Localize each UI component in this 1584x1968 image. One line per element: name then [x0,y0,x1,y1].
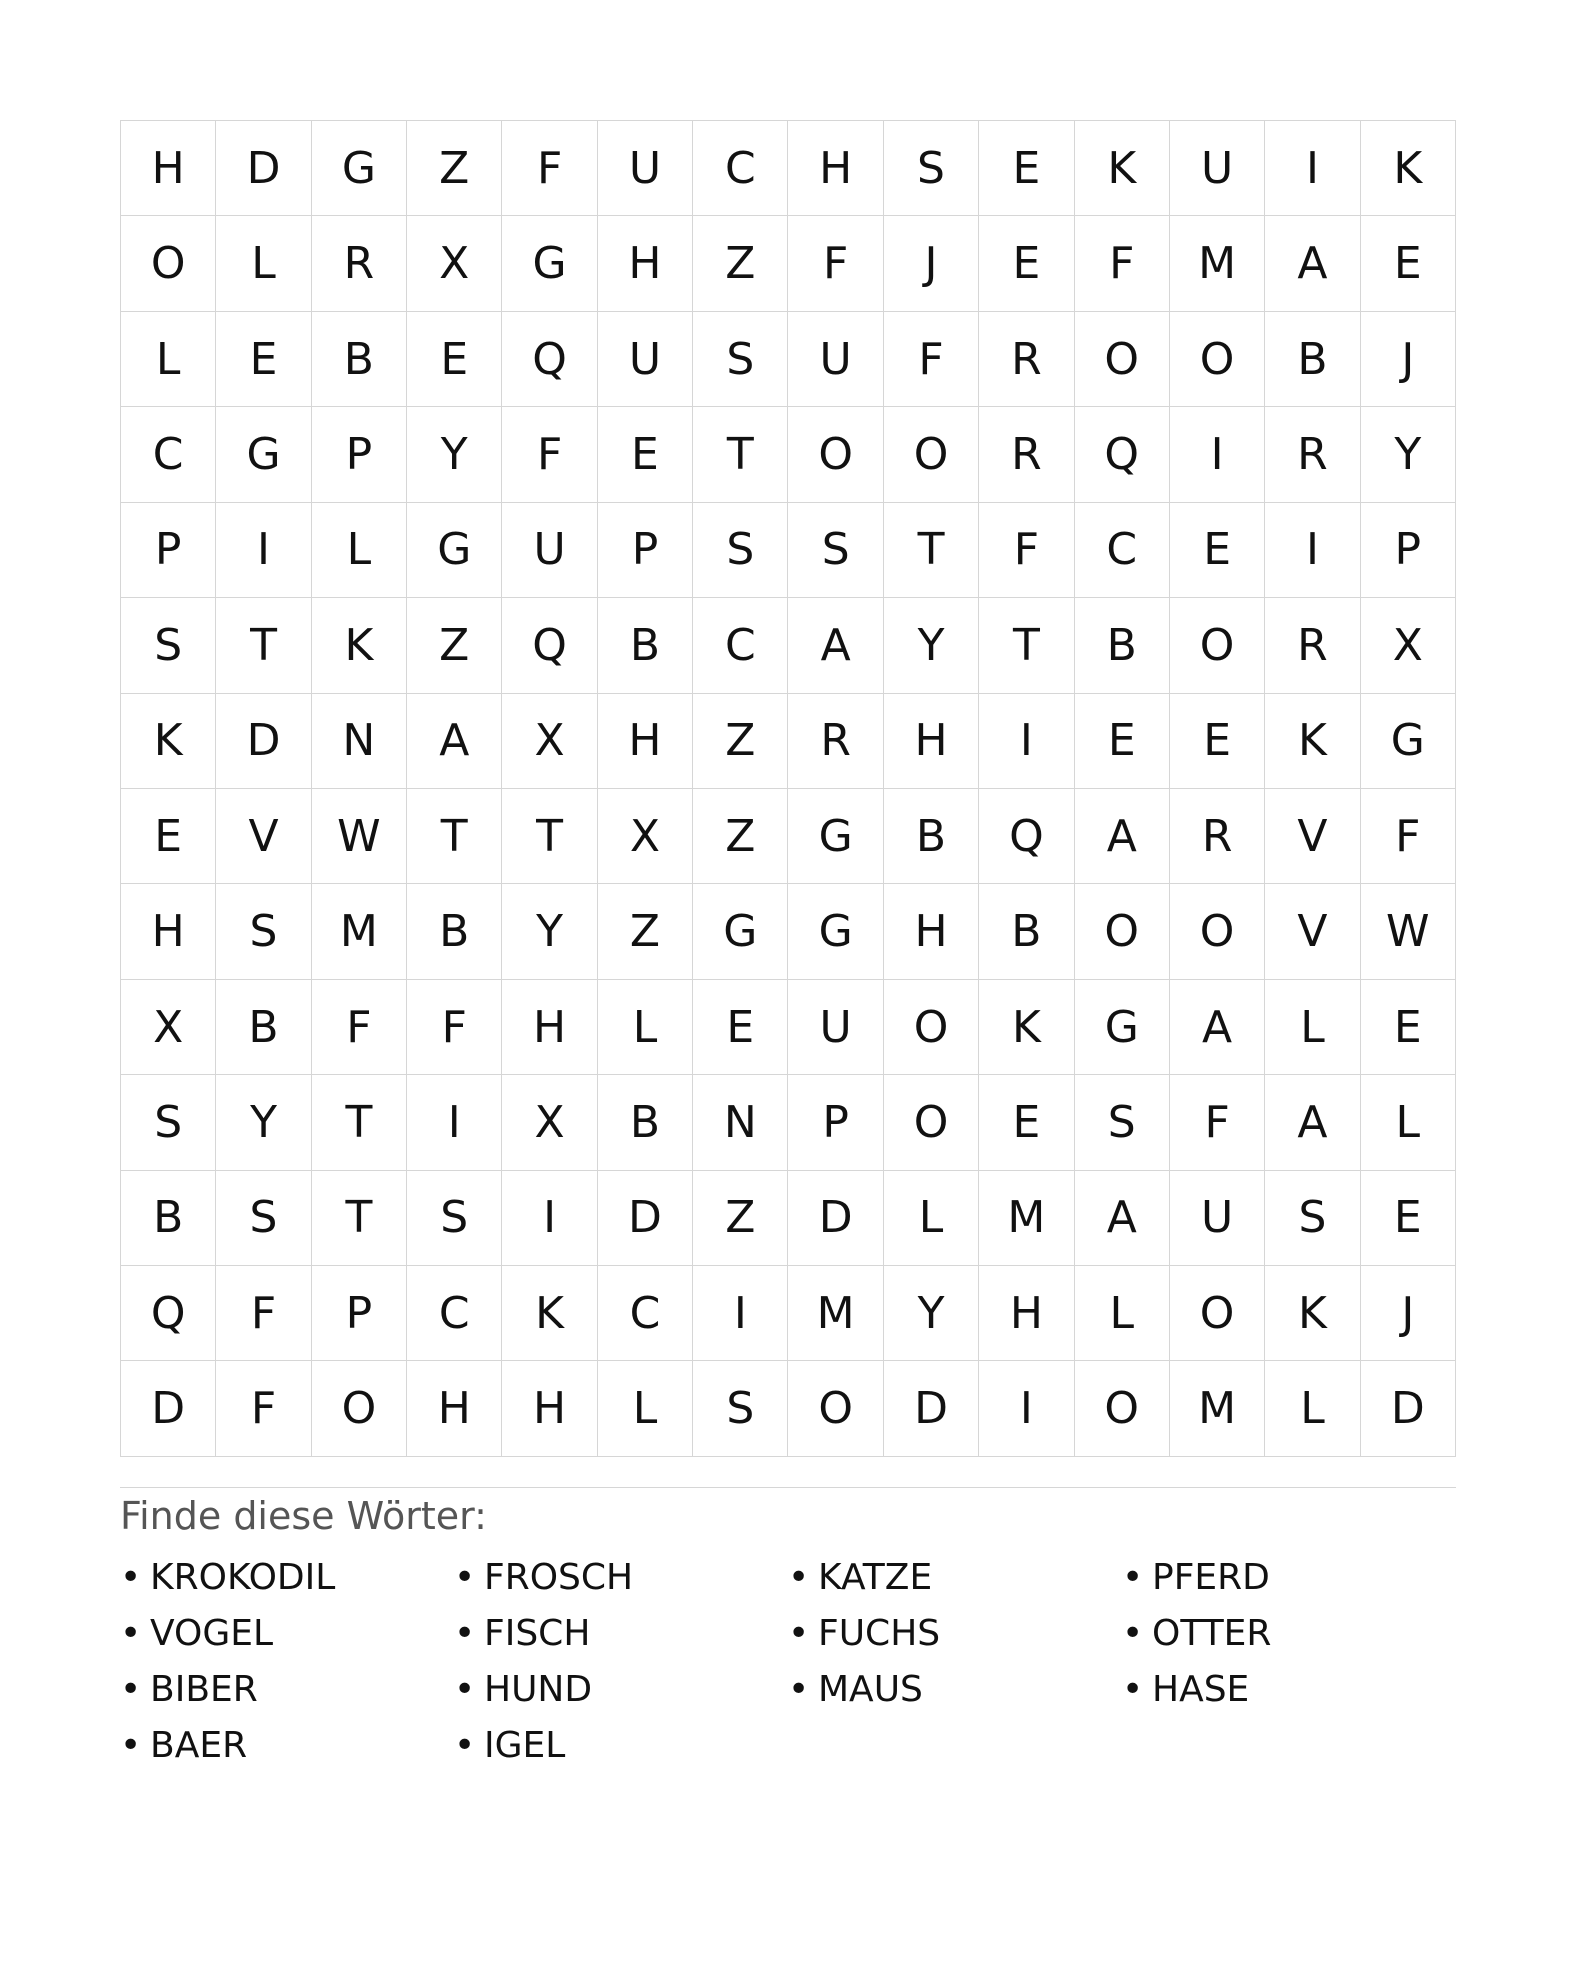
grid-cell[interactable]: T [312,1075,407,1170]
grid-cell[interactable]: F [1361,789,1456,884]
grid-cell[interactable]: F [1170,1075,1265,1170]
grid-cell[interactable]: E [1361,1171,1456,1266]
word-list-item [120,1718,454,1774]
word-list [120,1550,1456,1774]
grid-cell[interactable]: Y [884,598,979,693]
word-list-item [788,1550,1122,1606]
grid-cell[interactable]: L [312,503,407,598]
grid-cell[interactable]: D [216,694,311,789]
grid-cell[interactable]: V [1265,789,1360,884]
bullet-icon: • [1122,1613,1144,1655]
grid-cell[interactable]: G [312,121,407,216]
grid-cell[interactable]: P [598,503,693,598]
grid-cell[interactable]: L [121,312,216,407]
grid-cell[interactable]: Y [216,1075,311,1170]
grid-cell[interactable]: Q [1075,407,1170,502]
grid-cell[interactable]: S [693,1361,788,1456]
grid-cell[interactable]: Z [407,598,502,693]
grid-cell[interactable]: T [216,598,311,693]
grid-cell[interactable]: I [407,1075,502,1170]
grid-cell[interactable]: L [884,1171,979,1266]
grid-cell[interactable]: R [979,407,1074,502]
grid-cell[interactable]: H [788,121,883,216]
grid-cell[interactable]: S [216,1171,311,1266]
grid-cell[interactable]: E [979,1075,1074,1170]
grid-cell[interactable]: E [1361,216,1456,311]
bullet-icon: • [454,1613,476,1655]
grid-cell[interactable]: X [121,980,216,1075]
grid-cell[interactable]: Z [598,884,693,979]
grid-cell[interactable]: K [1361,121,1456,216]
grid-cell[interactable]: Y [407,407,502,502]
grid-cell[interactable]: P [121,503,216,598]
grid-cell[interactable]: R [1265,598,1360,693]
grid-cell[interactable]: B [121,1171,216,1266]
grid-cell[interactable]: I [216,503,311,598]
grid-cell[interactable]: X [502,694,597,789]
grid-cell[interactable]: R [979,312,1074,407]
bullet-icon: • [788,1613,810,1655]
bullet-icon: • [1122,1557,1144,1599]
grid-cell[interactable]: V [1265,884,1360,979]
word-list-item [788,1606,1122,1662]
word-list-item [1122,1606,1456,1662]
bullet-icon: • [454,1669,476,1711]
grid-cell[interactable]: R [788,694,883,789]
grid-cell[interactable]: E [979,216,1074,311]
grid-cell[interactable]: Z [693,216,788,311]
grid-cell[interactable]: K [1265,1266,1360,1361]
bullet-icon: • [120,1613,142,1655]
grid-cell[interactable]: T [502,789,597,884]
grid-cell[interactable]: F [216,1361,311,1456]
bullet-icon: • [1122,1669,1144,1711]
grid-cell[interactable]: C [693,121,788,216]
grid-cell[interactable]: A [1265,1075,1360,1170]
grid-cell[interactable]: H [407,1361,502,1456]
grid-cell[interactable]: I [1265,121,1360,216]
grid-cell[interactable]: A [1265,216,1360,311]
word-list-item [788,1662,1122,1718]
grid-cell[interactable]: O [121,216,216,311]
grid-cell[interactable]: P [788,1075,883,1170]
grid-cell[interactable]: I [693,1266,788,1361]
word-label: KATZE [818,1557,933,1599]
grid-cell[interactable]: K [502,1266,597,1361]
grid-cell[interactable]: M [1170,216,1265,311]
grid-cell[interactable]: T [884,503,979,598]
grid-cell[interactable]: V [216,789,311,884]
grid-cell[interactable]: A [407,694,502,789]
grid-cell[interactable]: X [1361,598,1456,693]
word-list-item [454,1606,788,1662]
grid-cell[interactable]: H [502,980,597,1075]
grid-cell[interactable]: U [1170,121,1265,216]
grid-cell[interactable]: H [121,884,216,979]
word-label: IGEL [484,1725,566,1767]
grid-cell[interactable]: U [598,121,693,216]
grid-cell[interactable]: E [407,312,502,407]
grid-cell[interactable]: O [1170,884,1265,979]
word-label: BAER [150,1725,248,1767]
grid-cell[interactable]: L [1265,980,1360,1075]
word-list-item [454,1662,788,1718]
grid-cell[interactable]: D [788,1171,883,1266]
grid-cell[interactable]: F [216,1266,311,1361]
grid-cell[interactable]: T [407,789,502,884]
word-label: OTTER [1152,1613,1272,1655]
grid-cell[interactable]: Z [693,1171,788,1266]
grid-cell[interactable]: H [884,884,979,979]
word-list-item [120,1550,454,1606]
word-label: PFERD [1152,1557,1270,1599]
grid-cell[interactable]: Z [693,789,788,884]
bullet-icon: • [120,1725,142,1767]
grid-cell[interactable]: I [979,1361,1074,1456]
grid-cell[interactable]: S [407,1171,502,1266]
grid-cell[interactable]: X [407,216,502,311]
grid-cell[interactable]: B [312,312,407,407]
word-search-puzzle [120,120,1456,1774]
grid-cell[interactable]: Z [693,694,788,789]
grid-cell[interactable]: P [312,1266,407,1361]
grid-cell[interactable]: Q [979,789,1074,884]
grid-cell[interactable]: C [693,598,788,693]
grid-cell[interactable]: M [1170,1361,1265,1456]
grid-cell[interactable]: O [1170,598,1265,693]
grid-cell[interactable]: I [502,1171,597,1266]
grid-cell[interactable]: E [598,407,693,502]
grid-cell[interactable]: Y [1361,407,1456,502]
grid-cell[interactable]: M [979,1171,1074,1266]
grid-cell[interactable]: L [216,216,311,311]
grid-cell[interactable]: E [1170,503,1265,598]
grid-cell[interactable]: A [1170,980,1265,1075]
grid-cell[interactable]: O [788,1361,883,1456]
grid-cell[interactable]: B [884,789,979,884]
grid-cell[interactable]: W [1361,884,1456,979]
grid-cell[interactable]: B [407,884,502,979]
grid-cell[interactable]: D [598,1171,693,1266]
grid-cell[interactable]: B [598,598,693,693]
grid-cell[interactable]: O [1170,312,1265,407]
grid-cell[interactable]: H [121,121,216,216]
grid-cell[interactable]: A [788,598,883,693]
grid-cell[interactable]: D [121,1361,216,1456]
grid-cell[interactable]: O [1170,1266,1265,1361]
grid-cell[interactable]: G [693,884,788,979]
grid-cell[interactable]: B [1075,598,1170,693]
grid-cell[interactable]: O [884,1075,979,1170]
grid-cell[interactable]: S [693,503,788,598]
grid-cell[interactable]: O [312,1361,407,1456]
grid-cell[interactable]: X [598,789,693,884]
grid-cell[interactable]: R [312,216,407,311]
grid-cell[interactable]: F [788,216,883,311]
word-label: HUND [484,1669,593,1711]
grid-cell[interactable]: E [121,789,216,884]
grid-cell[interactable]: H [502,1361,597,1456]
word-list-item [1122,1662,1456,1718]
instruction-text: Finde diese Wörter: [120,1493,487,1538]
word-list-item [120,1662,454,1718]
grid-cell[interactable]: L [1075,1266,1170,1361]
bullet-icon: • [788,1557,810,1599]
word-label: BIBER [150,1669,258,1711]
grid-cell[interactable]: U [598,312,693,407]
grid-cell[interactable]: B [1265,312,1360,407]
grid-cell[interactable]: B [598,1075,693,1170]
grid-cell[interactable]: Q [502,598,597,693]
word-label: FUCHS [818,1613,941,1655]
grid-cell[interactable]: D [1361,1361,1456,1456]
grid-cell[interactable]: H [598,694,693,789]
grid-cell[interactable]: S [121,598,216,693]
grid-cell[interactable]: I [1170,407,1265,502]
word-label: FISCH [484,1613,591,1655]
grid-cell[interactable]: S [121,1075,216,1170]
word-list-item [1122,1550,1456,1606]
grid-cell[interactable]: O [788,407,883,502]
grid-cell[interactable]: U [788,980,883,1075]
grid-cell[interactable]: F [312,980,407,1075]
grid-cell[interactable]: G [788,884,883,979]
grid-cell[interactable]: F [407,980,502,1075]
word-label: VOGEL [150,1613,274,1655]
grid-cell[interactable]: X [502,1075,597,1170]
grid-cell[interactable]: Z [407,121,502,216]
grid-cell[interactable]: S [693,312,788,407]
grid-cell[interactable]: S [884,121,979,216]
grid-cell[interactable]: N [693,1075,788,1170]
word-label: MAUS [818,1669,923,1711]
grid-cell[interactable]: E [693,980,788,1075]
grid-cell[interactable]: B [979,884,1074,979]
bullet-icon: • [454,1557,476,1599]
grid-cell[interactable]: M [312,884,407,979]
grid-cell[interactable]: K [312,598,407,693]
word-label: FROSCH [484,1557,634,1599]
word-list-item [120,1606,454,1662]
grid-cell[interactable]: R [1265,407,1360,502]
grid-cell[interactable]: G [788,789,883,884]
grid-cell[interactable]: C [407,1266,502,1361]
word-list-item [454,1718,788,1774]
grid-cell[interactable]: E [979,121,1074,216]
grid-cell[interactable]: K [1075,121,1170,216]
grid-cell[interactable]: W [312,789,407,884]
bullet-icon: • [120,1669,142,1711]
grid-cell[interactable]: C [1075,503,1170,598]
grid-cell[interactable]: F [1075,216,1170,311]
grid-cell[interactable]: O [1075,1361,1170,1456]
bullet-icon: • [788,1669,810,1711]
grid-cell[interactable]: D [884,1361,979,1456]
grid-cell[interactable]: P [312,407,407,502]
grid-cell[interactable]: N [312,694,407,789]
grid-cell[interactable]: U [1170,1171,1265,1266]
grid-cell[interactable]: G [407,503,502,598]
grid-cell[interactable]: F [884,312,979,407]
grid-cell[interactable]: F [502,121,597,216]
grid-cell[interactable]: E [216,312,311,407]
grid-cell[interactable]: G [502,216,597,311]
grid-cell[interactable]: S [788,503,883,598]
grid-cell[interactable]: C [121,407,216,502]
grid-cell[interactable]: L [1361,1075,1456,1170]
grid-cell[interactable]: F [979,503,1074,598]
grid-cell[interactable]: O [1075,312,1170,407]
grid-cell[interactable]: R [1170,789,1265,884]
grid-cell[interactable]: A [1075,789,1170,884]
grid-cell[interactable]: K [979,980,1074,1075]
grid-cell[interactable]: Q [502,312,597,407]
grid-cell[interactable]: S [216,884,311,979]
divider [120,1487,1456,1488]
bullet-icon: • [120,1557,142,1599]
grid-cell[interactable]: T [979,598,1074,693]
grid-cell[interactable]: J [884,216,979,311]
word-list-item [454,1550,788,1606]
grid-cell[interactable]: S [1265,1171,1360,1266]
grid-cell[interactable]: T [312,1171,407,1266]
grid-cell[interactable]: O [1075,884,1170,979]
grid-cell[interactable]: H [884,694,979,789]
word-label: HASE [1152,1669,1250,1711]
grid-cell[interactable]: L [598,1361,693,1456]
grid-cell[interactable]: C [598,1266,693,1361]
grid-cell[interactable]: P [1361,503,1456,598]
grid-cell[interactable]: J [1361,1266,1456,1361]
grid-cell[interactable]: I [1265,503,1360,598]
grid-cell[interactable]: E [1361,980,1456,1075]
grid-cell[interactable]: B [216,980,311,1075]
grid-cell[interactable]: H [598,216,693,311]
grid-cell[interactable]: E [1170,694,1265,789]
grid-cell[interactable]: U [788,312,883,407]
grid-cell[interactable]: K [1265,694,1360,789]
grid-cell[interactable]: L [598,980,693,1075]
letter-grid [120,120,1456,1457]
grid-cell[interactable]: O [884,980,979,1075]
grid-cell[interactable]: E [1075,694,1170,789]
grid-cell[interactable]: O [884,407,979,502]
grid-cell[interactable]: I [979,694,1074,789]
bullet-icon: • [454,1725,476,1767]
grid-cell[interactable]: G [1361,694,1456,789]
grid-cell[interactable]: A [1075,1171,1170,1266]
grid-cell[interactable]: Y [502,884,597,979]
grid-cell[interactable]: U [502,503,597,598]
grid-cell[interactable]: S [1075,1075,1170,1170]
grid-cell[interactable]: Y [884,1266,979,1361]
grid-cell[interactable]: G [1075,980,1170,1075]
grid-cell[interactable]: Q [121,1266,216,1361]
grid-cell[interactable]: J [1361,312,1456,407]
grid-cell[interactable]: T [693,407,788,502]
grid-cell[interactable]: K [121,694,216,789]
word-label: KROKODIL [150,1557,336,1599]
grid-cell[interactable]: F [502,407,597,502]
grid-cell[interactable]: H [979,1266,1074,1361]
grid-cell[interactable]: L [1265,1361,1360,1456]
grid-cell[interactable]: M [788,1266,883,1361]
grid-cell[interactable]: G [216,407,311,502]
grid-cell[interactable]: D [216,121,311,216]
